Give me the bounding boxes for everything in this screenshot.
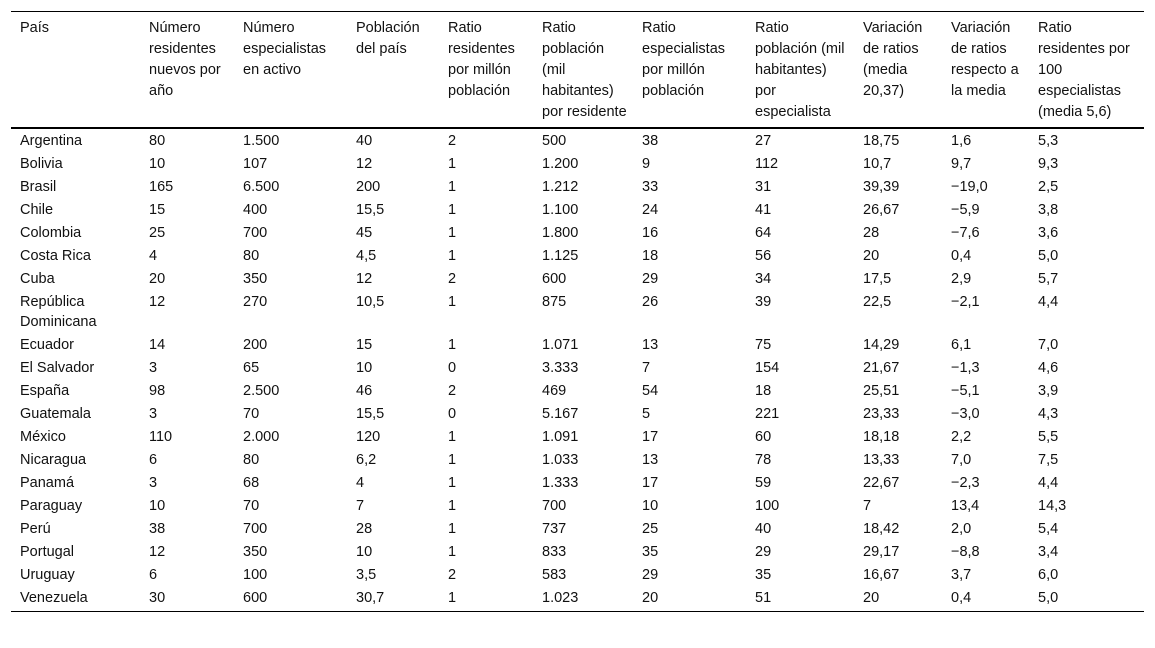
cell-pais: Argentina [20,133,83,149]
data-table [11,11,1144,612]
cell-ratio-poblacion-especialista: 34 [755,271,772,287]
cell-variacion-respecto-media: 7,0 [951,452,972,468]
cell-pais: México [20,429,66,445]
cell-ratio-poblacion-residente: 1.800 [542,225,579,241]
cell-ratio-residentes-100: 7,5 [1038,452,1059,468]
cell-poblacion: 12 [356,156,373,172]
cell-ratio-residentes-millon: 1 [448,429,457,445]
cell-ratio-residentes-100: 5,3 [1038,133,1059,149]
cell-poblacion: 40 [356,133,373,149]
cell-variacion-ratios: 25,51 [863,383,900,399]
cell-ratio-residentes-100: 3,6 [1038,225,1059,241]
cell-pais: El Salvador [20,360,95,376]
cell-especialistas-activo: 65 [243,360,260,376]
cell-variacion-respecto-media: −1,3 [951,360,980,376]
cell-ratio-poblacion-residente: 1.091 [542,429,579,445]
cell-poblacion: 3,5 [356,567,377,583]
cell-ratio-poblacion-residente: 1.023 [542,590,579,606]
cell-pais: Portugal [20,544,75,560]
cell-poblacion: 12 [356,271,373,287]
cell-ratio-residentes-100: 3,8 [1038,202,1059,218]
cell-ratio-especialistas-millon: 20 [642,590,659,606]
cell-especialistas-activo: 100 [243,567,268,583]
cell-pais: Panamá [20,475,75,491]
column-header-poblacion: Población del país [356,20,420,57]
cell-poblacion: 10 [356,544,373,560]
table-container [11,11,1144,612]
cell-ratio-poblacion-residente: 500 [542,133,567,149]
table-row [11,495,1144,518]
cell-poblacion: 30,7 [356,590,385,606]
cell-especialistas-activo: 600 [243,590,268,606]
cell-ratio-especialistas-millon: 18 [642,248,659,264]
cell-ratio-poblacion-especialista: 35 [755,567,772,583]
table-row [11,449,1144,472]
cell-ratio-poblacion-residente: 1.125 [542,248,579,264]
table-row [11,380,1144,403]
cell-ratio-poblacion-especialista: 56 [755,248,772,264]
table-body [11,128,1144,612]
cell-ratio-poblacion-especialista: 64 [755,225,772,241]
cell-ratio-poblacion-especialista: 60 [755,429,772,445]
column-header-ratio-residentes-millon: Ratio residentes por millón población [448,20,515,99]
table-row [11,245,1144,268]
cell-residentes-nuevos: 3 [149,360,158,376]
cell-ratio-especialistas-millon: 25 [642,521,659,537]
cell-poblacion: 7 [356,498,365,514]
cell-variacion-respecto-media: 0,4 [951,248,972,264]
cell-ratio-especialistas-millon: 17 [642,429,659,445]
cell-variacion-ratios: 18,75 [863,133,900,149]
cell-especialistas-activo: 350 [243,271,268,287]
cell-ratio-poblacion-residente: 3.333 [542,360,579,376]
cell-especialistas-activo: 2.000 [243,429,280,445]
column-header-pais: País [20,20,50,36]
column-header-especialistas-activo: Número especialistas en activo [243,20,327,78]
cell-variacion-ratios: 20 [863,590,880,606]
cell-residentes-nuevos: 4 [149,248,158,264]
cell-variacion-respecto-media: 13,4 [951,498,980,514]
column-header-ratio-especialistas-millon: Ratio especialistas por millón población [642,20,726,99]
column-header-variacion-ratios: Variación de ratios (media 20,37) [863,20,923,99]
cell-poblacion: 10,5 [356,294,385,310]
cell-poblacion: 28 [356,521,373,537]
cell-ratio-residentes-100: 4,4 [1038,475,1059,491]
cell-pais: Guatemala [20,406,91,422]
cell-ratio-poblacion-especialista: 31 [755,179,772,195]
cell-variacion-ratios: 17,5 [863,271,892,287]
cell-variacion-respecto-media: −5,9 [951,202,980,218]
cell-variacion-respecto-media: 0,4 [951,590,972,606]
cell-ratio-residentes-100: 2,5 [1038,179,1059,195]
cell-ratio-residentes-100: 4,6 [1038,360,1059,376]
cell-variacion-ratios: 18,18 [863,429,900,445]
cell-variacion-ratios: 7 [863,498,872,514]
cell-ratio-residentes-100: 4,4 [1038,294,1059,310]
cell-residentes-nuevos: 20 [149,271,166,287]
cell-residentes-nuevos: 6 [149,452,158,468]
cell-ratio-residentes-millon: 2 [448,133,457,149]
cell-ratio-residentes-millon: 1 [448,225,457,241]
cell-ratio-especialistas-millon: 5 [642,406,651,422]
cell-residentes-nuevos: 15 [149,202,166,218]
cell-pais: Uruguay [20,567,75,583]
cell-variacion-ratios: 14,29 [863,337,900,353]
cell-ratio-residentes-millon: 1 [448,202,457,218]
cell-variacion-ratios: 22,67 [863,475,900,491]
cell-poblacion: 15 [356,337,373,353]
cell-poblacion: 200 [356,179,381,195]
cell-variacion-ratios: 16,67 [863,567,900,583]
cell-ratio-poblacion-especialista: 40 [755,521,772,537]
column-header-residentes-nuevos: Número residentes nuevos por año [149,20,221,99]
cell-pais: Brasil [20,179,57,195]
cell-especialistas-activo: 700 [243,521,268,537]
cell-poblacion: 46 [356,383,373,399]
cell-ratio-poblacion-residente: 600 [542,271,567,287]
cell-residentes-nuevos: 25 [149,225,166,241]
cell-ratio-especialistas-millon: 9 [642,156,651,172]
cell-residentes-nuevos: 14 [149,337,166,353]
cell-ratio-poblacion-especialista: 41 [755,202,772,218]
cell-residentes-nuevos: 98 [149,383,166,399]
table-row [11,291,1144,334]
cell-residentes-nuevos: 3 [149,406,158,422]
cell-ratio-residentes-millon: 2 [448,383,457,399]
cell-ratio-especialistas-millon: 33 [642,179,659,195]
cell-variacion-respecto-media: 2,2 [951,429,972,445]
cell-poblacion: 4 [356,475,365,491]
cell-variacion-respecto-media: 2,9 [951,271,972,287]
table-row [11,128,1144,153]
column-header-ratio-poblacion-especialista: Ratio población (mil habitantes) por especialista [755,20,845,120]
cell-ratio-especialistas-millon: 35 [642,544,659,560]
cell-ratio-especialistas-millon: 7 [642,360,651,376]
cell-poblacion: 15,5 [356,202,385,218]
cell-ratio-poblacion-residente: 1.100 [542,202,579,218]
cell-ratio-poblacion-residente: 1.333 [542,475,579,491]
cell-poblacion: 6,2 [356,452,377,468]
cell-ratio-poblacion-especialista: 100 [755,498,780,514]
cell-variacion-ratios: 39,39 [863,179,900,195]
cell-ratio-poblacion-especialista: 51 [755,590,772,606]
cell-especialistas-activo: 68 [243,475,260,491]
cell-residentes-nuevos: 80 [149,133,166,149]
cell-ratio-especialistas-millon: 38 [642,133,659,149]
column-header-ratio-residentes-100: Ratio residentes por 100 especialistas (media 5,6) [1038,20,1130,120]
cell-ratio-poblacion-residente: 1.071 [542,337,579,353]
table-row [11,334,1144,357]
cell-variacion-ratios: 23,33 [863,406,900,422]
cell-residentes-nuevos: 110 [149,429,173,445]
cell-ratio-poblacion-especialista: 75 [755,337,772,353]
cell-ratio-residentes-100: 7,0 [1038,337,1059,353]
cell-ratio-poblacion-residente: 700 [542,498,567,514]
cell-poblacion: 15,5 [356,406,385,422]
cell-pais: Ecuador [20,337,75,353]
cell-ratio-especialistas-millon: 16 [642,225,659,241]
cell-ratio-residentes-millon: 1 [448,475,457,491]
cell-ratio-poblacion-especialista: 112 [755,156,779,172]
cell-residentes-nuevos: 10 [149,498,166,514]
cell-ratio-residentes-100: 5,5 [1038,429,1059,445]
table-row [11,268,1144,291]
cell-ratio-residentes-millon: 1 [448,498,457,514]
cell-poblacion: 45 [356,225,373,241]
cell-ratio-residentes-millon: 1 [448,248,457,264]
cell-variacion-ratios: 29,17 [863,544,900,560]
cell-ratio-especialistas-millon: 13 [642,452,659,468]
table-row [11,153,1144,176]
cell-especialistas-activo: 2.500 [243,383,280,399]
table-row [11,541,1144,564]
cell-especialistas-activo: 270 [243,294,268,310]
cell-variacion-respecto-media: 6,1 [951,337,972,353]
cell-ratio-especialistas-millon: 26 [642,294,659,310]
cell-residentes-nuevos: 12 [149,294,166,310]
cell-ratio-poblacion-residente: 5.167 [542,406,579,422]
cell-ratio-residentes-millon: 1 [448,294,457,310]
cell-ratio-residentes-100: 3,4 [1038,544,1059,560]
cell-ratio-poblacion-especialista: 18 [755,383,772,399]
cell-ratio-poblacion-residente: 1.200 [542,156,579,172]
cell-variacion-respecto-media: 3,7 [951,567,972,583]
table-header [11,12,1144,129]
cell-ratio-especialistas-millon: 29 [642,567,659,583]
column-header-variacion-respecto-media: Variación de ratios respecto a la media [951,20,1019,99]
table-row [11,472,1144,495]
table-row [11,564,1144,587]
cell-pais: Bolivia [20,156,63,172]
table-row [11,403,1144,426]
cell-variacion-respecto-media: −2,1 [951,294,980,310]
cell-pais: España [20,383,70,399]
cell-pais: Costa Rica [20,248,91,264]
cell-especialistas-activo: 6.500 [243,179,280,195]
cell-ratio-poblacion-residente: 1.033 [542,452,579,468]
cell-especialistas-activo: 1.500 [243,133,280,149]
cell-ratio-residentes-100: 6,0 [1038,567,1059,583]
cell-ratio-poblacion-residente: 1.212 [542,179,579,195]
cell-ratio-residentes-100: 9,3 [1038,156,1059,172]
cell-ratio-especialistas-millon: 13 [642,337,659,353]
table-row [11,426,1144,449]
cell-ratio-residentes-millon: 1 [448,452,457,468]
cell-ratio-poblacion-especialista: 154 [755,360,780,376]
cell-pais: Chile [20,202,54,218]
cell-ratio-poblacion-residente: 737 [542,521,567,537]
table-row [11,518,1144,541]
cell-pais: Perú [20,521,51,537]
cell-ratio-residentes-100: 3,9 [1038,383,1059,399]
cell-ratio-residentes-millon: 1 [448,156,457,172]
cell-variacion-respecto-media: −3,0 [951,406,980,422]
cell-variacion-respecto-media: −8,8 [951,544,980,560]
cell-especialistas-activo: 200 [243,337,268,353]
cell-ratio-poblacion-especialista: 29 [755,544,772,560]
cell-pais: Nicaragua [20,452,87,468]
cell-variacion-ratios: 10,7 [863,156,892,172]
cell-ratio-residentes-millon: 1 [448,179,457,195]
cell-ratio-especialistas-millon: 17 [642,475,659,491]
cell-variacion-ratios: 22,5 [863,294,892,310]
cell-ratio-especialistas-millon: 29 [642,271,659,287]
cell-ratio-residentes-100: 5,4 [1038,521,1059,537]
cell-poblacion: 4,5 [356,248,377,264]
cell-variacion-respecto-media: −7,6 [951,225,980,241]
cell-ratio-especialistas-millon: 10 [642,498,659,514]
cell-variacion-ratios: 26,67 [863,202,900,218]
table-row [11,587,1144,612]
cell-especialistas-activo: 107 [243,156,268,172]
cell-residentes-nuevos: 38 [149,521,166,537]
cell-variacion-respecto-media: −19,0 [951,179,988,195]
cell-pais: República Dominicana [20,294,97,330]
column-header-ratio-poblacion-residente: Ratio población (mil habitantes) por residente [542,20,627,120]
table-row [11,357,1144,380]
cell-ratio-residentes-100: 5,0 [1038,248,1059,264]
cell-especialistas-activo: 70 [243,498,260,514]
cell-ratio-residentes-millon: 1 [448,544,457,560]
cell-residentes-nuevos: 30 [149,590,166,606]
table-row [11,199,1144,222]
cell-especialistas-activo: 400 [243,202,268,218]
cell-poblacion: 120 [356,429,381,445]
cell-ratio-residentes-100: 14,3 [1038,498,1067,514]
cell-ratio-residentes-millon: 1 [448,590,457,606]
cell-pais: Colombia [20,225,82,241]
cell-ratio-especialistas-millon: 24 [642,202,659,218]
cell-especialistas-activo: 700 [243,225,268,241]
table-row [11,176,1144,199]
cell-pais: Venezuela [20,590,88,606]
cell-variacion-ratios: 13,33 [863,452,900,468]
cell-variacion-respecto-media: −2,3 [951,475,980,491]
cell-ratio-poblacion-residente: 833 [542,544,567,560]
cell-especialistas-activo: 80 [243,452,260,468]
cell-residentes-nuevos: 10 [149,156,166,172]
cell-residentes-nuevos: 6 [149,567,158,583]
cell-variacion-respecto-media: −5,1 [951,383,980,399]
cell-ratio-poblacion-residente: 875 [542,294,567,310]
table-row [11,222,1144,245]
cell-residentes-nuevos: 165 [149,179,174,195]
cell-ratio-residentes-millon: 0 [448,406,457,422]
cell-ratio-residentes-millon: 2 [448,271,457,287]
cell-variacion-ratios: 21,67 [863,360,900,376]
cell-residentes-nuevos: 3 [149,475,158,491]
cell-ratio-poblacion-especialista: 221 [755,406,780,422]
cell-variacion-respecto-media: 9,7 [951,156,972,172]
cell-variacion-respecto-media: 1,6 [951,133,972,149]
cell-variacion-ratios: 18,42 [863,521,900,537]
cell-ratio-residentes-millon: 1 [448,337,457,353]
header-row [11,12,1144,129]
cell-ratio-poblacion-residente: 583 [542,567,567,583]
cell-poblacion: 10 [356,360,373,376]
cell-ratio-poblacion-especialista: 59 [755,475,772,491]
cell-ratio-residentes-millon: 2 [448,567,457,583]
cell-ratio-poblacion-especialista: 39 [755,294,772,310]
cell-variacion-ratios: 20 [863,248,880,264]
cell-especialistas-activo: 70 [243,406,260,422]
cell-ratio-residentes-millon: 1 [448,521,457,537]
cell-ratio-residentes-100: 5,0 [1038,590,1059,606]
cell-ratio-poblacion-residente: 469 [542,383,567,399]
cell-ratio-poblacion-especialista: 78 [755,452,772,468]
cell-especialistas-activo: 350 [243,544,268,560]
cell-variacion-respecto-media: 2,0 [951,521,972,537]
cell-residentes-nuevos: 12 [149,544,166,560]
cell-pais: Cuba [20,271,55,287]
cell-ratio-poblacion-especialista: 27 [755,133,772,149]
cell-pais: Paraguay [20,498,83,514]
cell-ratio-especialistas-millon: 54 [642,383,659,399]
cell-ratio-residentes-100: 5,7 [1038,271,1059,287]
cell-ratio-residentes-100: 4,3 [1038,406,1059,422]
cell-variacion-ratios: 28 [863,225,880,241]
cell-especialistas-activo: 80 [243,248,260,264]
cell-ratio-residentes-millon: 0 [448,360,457,376]
